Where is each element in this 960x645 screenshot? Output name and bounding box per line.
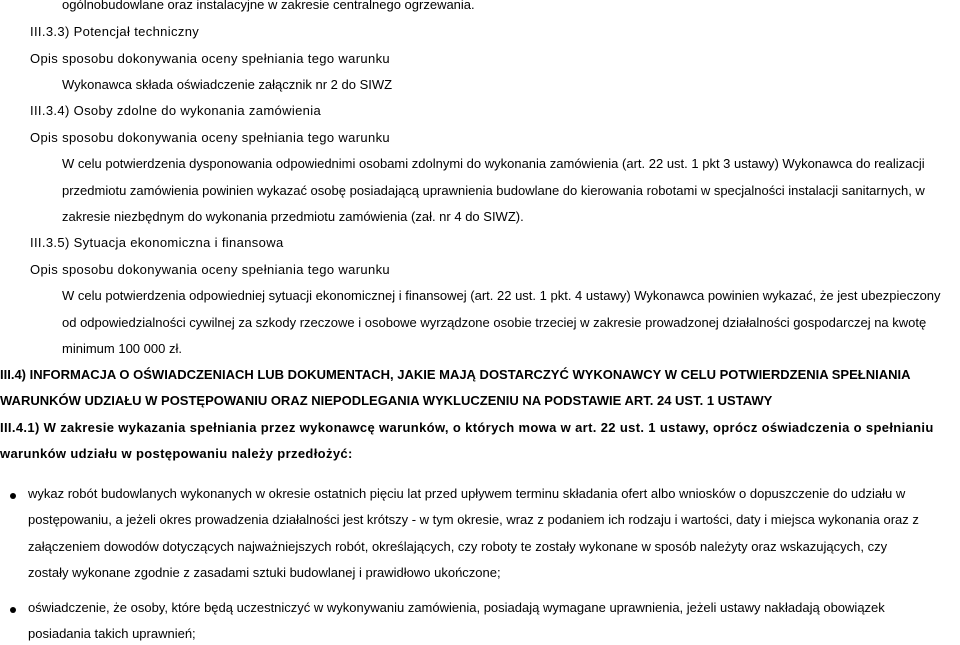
paragraph-line: minimum 100 000 zł. [62,341,182,356]
list-item-line: oświadczenie, że osoby, które będą uczestniczyć w wykonywaniu zamówienia, posiadają wymagane uprawnienia, jeżeli ustawy nakładają obowiązek [28,600,885,615]
method-label: Opis sposobu dokonywania oceny spełniania tego warunku [30,130,391,145]
method-label: Opis sposobu dokonywania oceny spełniania tego warunku [30,262,391,277]
paragraph-line: W celu potwierdzenia odpowiedniej sytuacji ekonomicznej i finansowej (art. 22 ust. 1 pkt. 4 ustawy) Wykonawca powinien wykazać, że jest ubezpieczony [62,288,941,303]
section-heading-economic: III.3.5) Sytuacja ekonomiczna i finansowa [30,235,284,250]
paragraph-line: Wykonawca składa oświadczenie załącznik nr 2 do SIWZ [62,77,393,92]
list-item-line: posiadania takich uprawnień; [28,626,196,641]
section-heading-technical-potential: III.3.3) Potencjał techniczny [30,24,200,39]
bullet-icon [10,607,16,613]
list-item-line: załączeniem dowodów dotyczących najważniejszych robót, określających, czy roboty te zostały wykonane w sposób należyty oraz wskazujących, czy [28,539,888,554]
paragraph-line: zakresie niezbędnym do wykonania przedmiotu zamówienia (zał. nr 4 do SIWZ). [62,209,524,224]
method-label: Opis sposobu dokonywania oceny spełniania tego warunku [30,51,391,66]
section-heading-documents: III.4) INFORMACJA O OŚWIADCZENIACH LUB DOKUMENTACH, JAKIE MAJĄ DOSTARCZYĆ WYKONAWCY W CELU POTWIERDZENIA SPEŁNIANIA [0,367,911,382]
list-item-line: wykaz robót budowlanych wykonanych w okresie ostatnich pięciu lat przed upływem terminu składania ofert albo wniosków o dopuszczenie do udziału w [28,486,906,501]
paragraph-line: przedmiotu zamówienia powinien wykazać osobę posiadającą uprawnienia budowlane do kierowania robotami w specjalności instalacji sanitarnych, w [62,183,925,198]
list-item-line: zostały wykonane zgodnie z zasadami sztuki budowlanej i prawidłowo ukończone; [28,565,501,580]
subsection-heading: III.4.1) W zakresie wykazania spełniania przez wykonawcę warunków, o których mowa w art. 22 ust. 1 ustawy, oprócz oświadczenia o spełnianiu [0,420,934,435]
list-item-line: postępowaniu, a jeżeli okres prowadzenia działalności jest krótszy - w tym okresie, wraz z podaniem ich rodzaju i wartości, daty i miejsca wykonania oraz z [28,512,919,527]
section-heading-persons: III.3.4) Osoby zdolne do wykonania zamówienia [30,103,322,118]
section-heading-documents: WARUNKÓW UDZIAŁU W POSTĘPOWANIU ORAZ NIEPODLEGANIA WYKLUCZENIU NA PODSTAWIE ART. 24 UST. 1 USTAWY [0,393,773,408]
paragraph-line: ogólnobudowlane oraz instalacyjne w zakresie centralnego ogrzewania. [62,0,475,12]
paragraph-line: od odpowiedzialności cywilnej za szkody rzeczowe i osobowe wyrządzone osobie trzeciej w zakresie prowadzonej działalności gospodarczej na kwotę [62,315,927,330]
subsection-heading: warunków udziału w postępowaniu należy przedłożyć: [0,446,353,461]
bullet-icon [10,493,16,499]
paragraph-line: W celu potwierdzenia dysponowania odpowiednimi osobami zdolnymi do wykonania zamówienia (art. 22 ust. 1 pkt 3 ustawy) Wykonawca do realizacji [62,156,925,171]
